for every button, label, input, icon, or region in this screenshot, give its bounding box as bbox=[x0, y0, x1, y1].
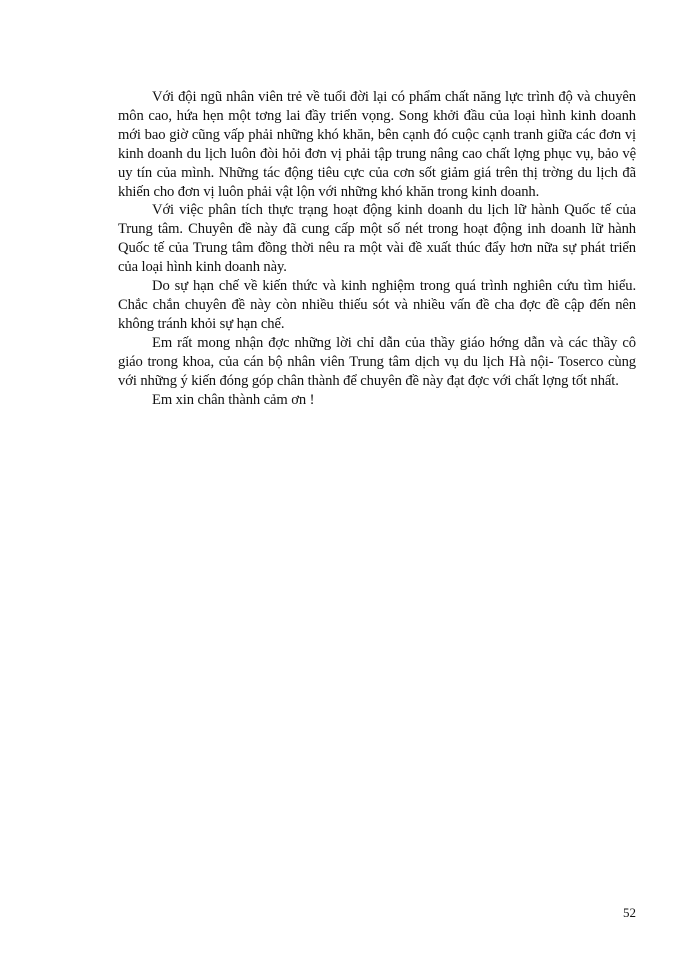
paragraph-thanks: Em xin chân thành cảm ơn ! bbox=[152, 391, 315, 408]
body-text bbox=[118, 88, 636, 409]
paragraph-limitations: Do sự hạn chế về kiến thức và kinh nghiệm trong quá trình nghiên cứu tìm hiểu. Chắc chắn chuyên đề này còn nhiều thiếu sót và nhiều vấn đề cha đợc đề cập đến nên không tránh khỏi sự hạn chế. bbox=[118, 278, 636, 332]
page-number: 52 bbox=[623, 905, 636, 920]
paragraph-request: Em rất mong nhận đợc những lời chỉ dẫn của thầy giáo hớng dẫn và các thầy cô giáo trong khoa, của cán bộ nhân viên Trung tâm dịch vụ du lịch Hà nội- Toserco cùng với những ý kiến đóng góp chân thành để chuyên đề này đạt đợc với chất lợng tốt nhất. bbox=[118, 334, 636, 389]
paragraph-staff: Với đội ngũ nhân viên trẻ về tuổi đời lại có phẩm chất năng lực trình độ và chuyên môn cao, hứa hẹn một tơng lai đầy triển vọng. Song khởi đầu của loại hình kinh doanh mới bao giờ cũng vấp phải những khó khăn, bên cạnh đó cuộc cạnh tranh giữa các đơn vị kinh doanh du lịch luôn đòi hỏi đơn vị phải tập trung nâng cao chất lợng phục vụ, bảo vệ uy tín của mình. Những tác động tiêu cực của cơn sốt giảm giá trên thị trờng du lịch đã khiến cho đơn vị luôn phải vật lộn với những khó khăn trong kinh doanh. bbox=[118, 89, 636, 200]
paragraph-analysis: Với việc phân tích thực trạng hoạt động kinh doanh du lịch lữ hành Quốc tế của Trung tâm. Chuyên đề này đã cung cấp một số nét trong hoạt động inh doanh lữ hành Quốc tế của Trung tâm đồng thời nêu ra một vài đề xuất thúc đẩy hơn nữa sự phát triển của loại hình kinh doanh này. bbox=[118, 202, 636, 276]
